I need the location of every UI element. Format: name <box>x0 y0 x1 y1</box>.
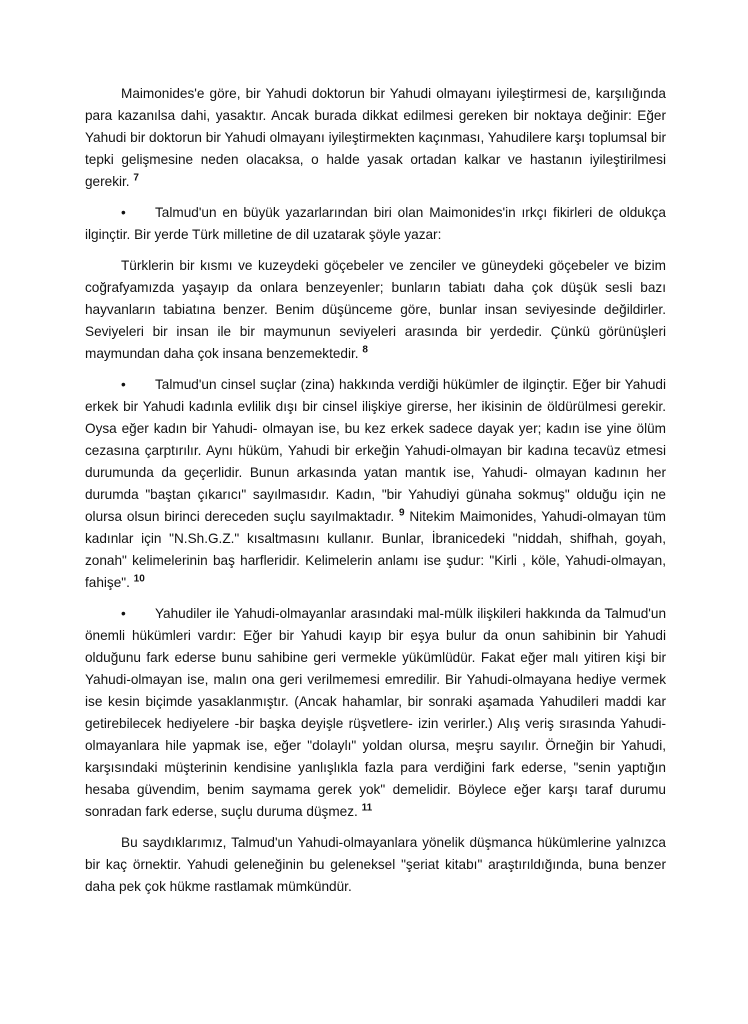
paragraph-text: Nitekim Maimonides, Yahudi-olmayan tüm kadınlar için "N.Sh.G.Z." kısaltmasını kullanır. Bunlar, İbranicedeki "niddah, shifhah, goyah, zonah" kelimelerinin baş harfleridir. Kelimelerin anlamı ise şudur: "Kirli , köle, Yahudi-olmayan, fahişe". <box>85 509 666 590</box>
footnote-ref-8: 8 <box>362 344 368 356</box>
bullet-icon: • <box>121 606 126 621</box>
bullet-icon: • <box>121 205 126 220</box>
paragraph-text: Yahudiler ile Yahudi-olmayanlar arasındaki mal-mülk ilişkileri hakkında da Talmud'un önemli hükümleri vardır: Eğer bir Yahudi kayıp bir eşya bulur da onun sahibinin bir Yahudi olduğunu fark ederse bunu sahibine geri vermekle yükümlüdür. Fakat eğer malı yitiren kişi bir Yahudi-olmayan ise, malın ona geri verilmemesi emredilir. Bir Yahudi-olmayana hediye vermek ise kesin biçimde yasaklanmıştır. (Ancak hahamlar, bir sonraki aşamada Yahudileri maddi kar getirebilecek hediyelere -bir başka deyişle rüşvetlere- izin verirler.) Alış veriş sırasında Yahudi-olmayanlara hile yapmak ise, eğer "dolaylı" yoldan olursa, meşru sayılır. Örneğin bir Yahudi, karşısındaki müşterinin kendisine yanlışlıkla fazla para verdiğini fark ederse, "senin yaptığın hesaba güvendim, benim saymama gerek yok" demelidir. Böylece eğer karşı taraf durumu sonradan fark ederse, suçlu duruma düşmez. <box>85 606 666 819</box>
paragraph-text: Maimonides'e göre, bir Yahudi doktorun bir Yahudi olmayanı iyileştirmesi de, karşılığında para kazanılsa dahi, yasaktır. Ancak burada dikkat edilmesi gereken bir noktaya değinir: Eğer Yahudi bir doktorun bir Yahudi olmayanı iyileştirmekten kaçınması, Yahudilere karşı toplumsal bir tepki gelişmesine neden olacaksa, o halde yasak ortadan kalkar ve hastanın iyileştirilmesi gerekir. <box>85 86 666 189</box>
paragraph-bullet-racist-ideas <box>85 202 666 246</box>
paragraph-closing <box>85 832 666 898</box>
paragraph-maimonides-doctor <box>85 83 666 193</box>
footnote-ref-7: 7 <box>133 172 139 184</box>
bullet-icon: • <box>121 377 126 392</box>
paragraph-text: Bu saydıklarımız, Talmud'un Yahudi-olmayanlara yönelik düşmanca hükümlerine yalnızca bir kaç örnektir. Yahudi geleneğinin bu geleneksel "şeriat kitabı" araştırıldığında, buna benzer daha pek çok hükme rastlamak mümkündür. <box>85 835 666 894</box>
paragraph-quote-turks <box>85 255 666 365</box>
page-text-block <box>85 83 666 907</box>
paragraph-text: Türklerin bir kısmı ve kuzeydeki göçebeler ve zenciler ve güneydeki göçebeler ve bizim coğrafyamızda yaşayıp da onlara benzeyenler; bunların tabiatı daha çok düşük sesli bazı hayvanların tabiatına benzer. Benim düşünceme göre, bunlar insan seviyesinde değildirler. Seviyeleri bir insan ile bir maymunun seviyeleri arasında bir yerdedir. Çünkü görünüşleri maymundan daha çok insana benzemektedir. <box>85 258 666 361</box>
paragraph-bullet-property-relations <box>85 603 666 823</box>
paragraph-bullet-sexual-crimes <box>85 374 666 594</box>
footnote-ref-10: 10 <box>133 573 145 585</box>
footnote-ref-11: 11 <box>361 802 373 814</box>
footnote-ref-9: 9 <box>398 507 405 519</box>
paragraph-text: Talmud'un cinsel suçlar (zina) hakkında verdiği hükümler de ilginçtir. Eğer bir Yahudi erkek bir Yahudi kadınla evlilik dışı bir cinsel ilişkiye girerse, her ikisinin de öldürülmesi gerekir. Oysa eğer kadın bir Yahudi- olmayan ise, bu kez erkek sadece dayak yer; kadın ise yine ölüm cezasına çarptırılır. Aynı hüküm, Yahudi bir erkeğin Yahudi-olmayan bir kadına tecavüz etmesi durumunda da geçerlidir. Bunun arkasında yatan mantık ise, Yahudi- olmayan kadının her durumda "baştan çıkarıcı" sayılmasıdır. Kadın, "bir Yahudiyi günaha sokmuş" olduğu için ne olursa olsun birinci dereceden suçlu sayılmaktadır. <box>85 377 666 524</box>
paragraph-text: Talmud'un en büyük yazarlarından biri olan Maimonides'in ırkçı fikirleri de oldukça ilginçtir. Bir yerde Türk milletine de dil uzatarak şöyle yazar: <box>85 205 666 242</box>
